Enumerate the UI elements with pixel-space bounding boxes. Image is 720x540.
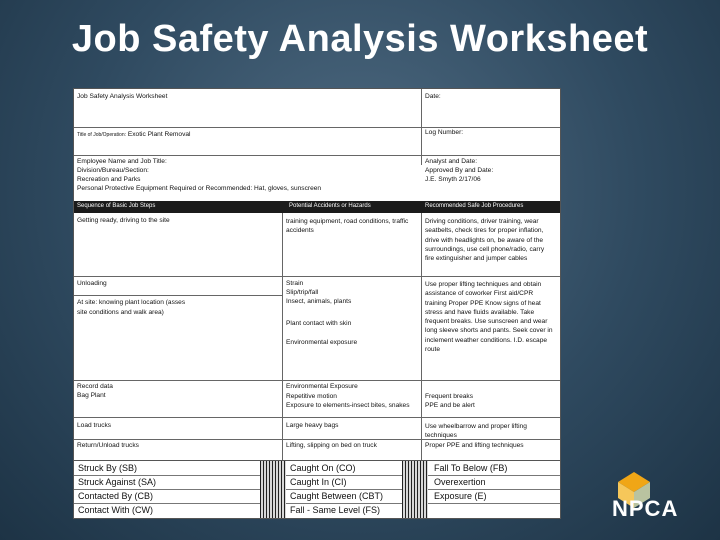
column-header-procedures: Recommended Safe Job Procedures bbox=[425, 203, 524, 209]
divider bbox=[74, 276, 560, 277]
row3-step2: Bag Plant bbox=[77, 392, 106, 399]
row1-procedure: Driving conditions, driver training, wear seatbelts, check tires for proper inflation, drive with headlights on, be aware of the surroundings, use cell phone/radio, carry fire extinguisher and jumper cables bbox=[425, 218, 545, 263]
divider bbox=[74, 295, 282, 296]
divider bbox=[74, 417, 560, 418]
npca-logo-text: NPCA bbox=[612, 496, 679, 521]
worksheet-table bbox=[73, 88, 561, 462]
hatch-divider bbox=[402, 461, 428, 518]
legend-item: Struck By (SB) bbox=[78, 463, 138, 473]
column-header-steps: Sequence of Basic Job Steps bbox=[77, 203, 156, 209]
log-number-label: Log Number: bbox=[425, 129, 464, 136]
row3-hazard-2: Repetitive motion bbox=[286, 393, 337, 400]
legend-item: Contact With (CW) bbox=[78, 505, 154, 515]
row2-hazard: Strain bbox=[286, 280, 304, 287]
info-ppe: Personal Protective Equipment Required or Recommended: Hat, gloves, sunscreen bbox=[77, 185, 322, 192]
info-approver-name: J.E. Smyth 2/17/06 bbox=[425, 176, 481, 183]
legend-item: Fall To Below (FB) bbox=[434, 463, 508, 473]
legend-item: Caught On (CO) bbox=[290, 463, 356, 473]
divider bbox=[74, 475, 560, 476]
column-header-hazards: Potential Accidents or Hazards bbox=[289, 203, 371, 209]
worksheet-heading: Job Safety Analysis Worksheet bbox=[77, 93, 168, 100]
legend-item: Fall - Same Level (FS) bbox=[290, 505, 381, 515]
hatch-divider bbox=[260, 461, 286, 518]
divider bbox=[74, 503, 560, 504]
legend-item: Overexertion bbox=[434, 477, 486, 487]
row5-step: Return/Unload trucks bbox=[77, 442, 139, 449]
row5-hazard: Lifting, slipping on bed on truck bbox=[286, 442, 377, 449]
info-division: Division/Bureau/Section: bbox=[77, 167, 149, 174]
row2-hazard-1: Slip/trip/fall bbox=[286, 289, 319, 296]
row2-hazard-2: Insect, animals, plants bbox=[286, 298, 352, 305]
divider bbox=[74, 380, 560, 381]
info-department: Recreation and Parks bbox=[77, 176, 141, 183]
row4-step: Load trucks bbox=[77, 422, 112, 429]
legend-item: Contacted By (CB) bbox=[78, 491, 154, 501]
info-employee: Employee Name and Job Title: bbox=[77, 158, 167, 165]
hazard-legend-table bbox=[73, 460, 561, 519]
divider bbox=[74, 439, 560, 440]
row4-hazard: Large heavy bags bbox=[286, 422, 339, 429]
row4-procedure: Use wheelbarrow and proper lifting techniques bbox=[425, 423, 527, 440]
row3-hazard-1: Environmental Exposure bbox=[286, 383, 358, 390]
row2-step: Unloading bbox=[77, 280, 107, 287]
divider bbox=[74, 155, 560, 156]
legend-item: Caught Between (CBT) bbox=[290, 491, 384, 501]
info-approved: Approved By and Date: bbox=[425, 167, 494, 174]
slide-title: Job Safety Analysis Worksheet bbox=[71, 18, 649, 60]
row2-step2: At site: knowing plant location (asses site conditions and walk area) bbox=[77, 299, 186, 316]
row3-step: Record data bbox=[77, 383, 113, 390]
legend-item: Exposure (E) bbox=[434, 491, 487, 501]
title-label: Title of Job/Operation: bbox=[77, 132, 127, 138]
legend-item: Struck Against (SA) bbox=[78, 477, 157, 487]
column-header bbox=[74, 201, 560, 213]
row2-procedure: Use proper lifting techniques and obtain assistance of coworker First aid/CPR training Proper PPE Know signs of heat stress and have fluids available. Take frequent breaks. Use sunscreen and wear long sleeve shorts and pants. Seek cover in inclement weather conditions. I.D. escape route bbox=[425, 281, 553, 354]
row2-hazard-4: Environmental exposure bbox=[286, 339, 358, 346]
divider bbox=[74, 489, 560, 490]
divider bbox=[282, 213, 283, 461]
row3-procedure-2: PPE and be alert bbox=[425, 402, 475, 409]
divider bbox=[421, 213, 422, 461]
row3-hazard-3: Exposure to elements-insect bites, snakes bbox=[286, 402, 410, 409]
date-label: Date: bbox=[425, 93, 441, 100]
divider bbox=[74, 127, 560, 128]
info-analyst: Analyst and Date: bbox=[425, 158, 478, 165]
row3-procedure-1: Frequent breaks bbox=[425, 393, 474, 400]
row1-hazard: training equipment, road conditions, traffic accidents bbox=[286, 218, 409, 234]
title-value: Exotic Plant Removal bbox=[127, 131, 191, 138]
legend-item: Caught In (CI) bbox=[290, 477, 347, 487]
row2-hazard-3: Plant contact with skin bbox=[286, 320, 352, 327]
row5-procedure: Proper PPE and lifting techniques bbox=[425, 442, 524, 449]
row1-step: Getting ready, driving to the site bbox=[77, 217, 170, 224]
